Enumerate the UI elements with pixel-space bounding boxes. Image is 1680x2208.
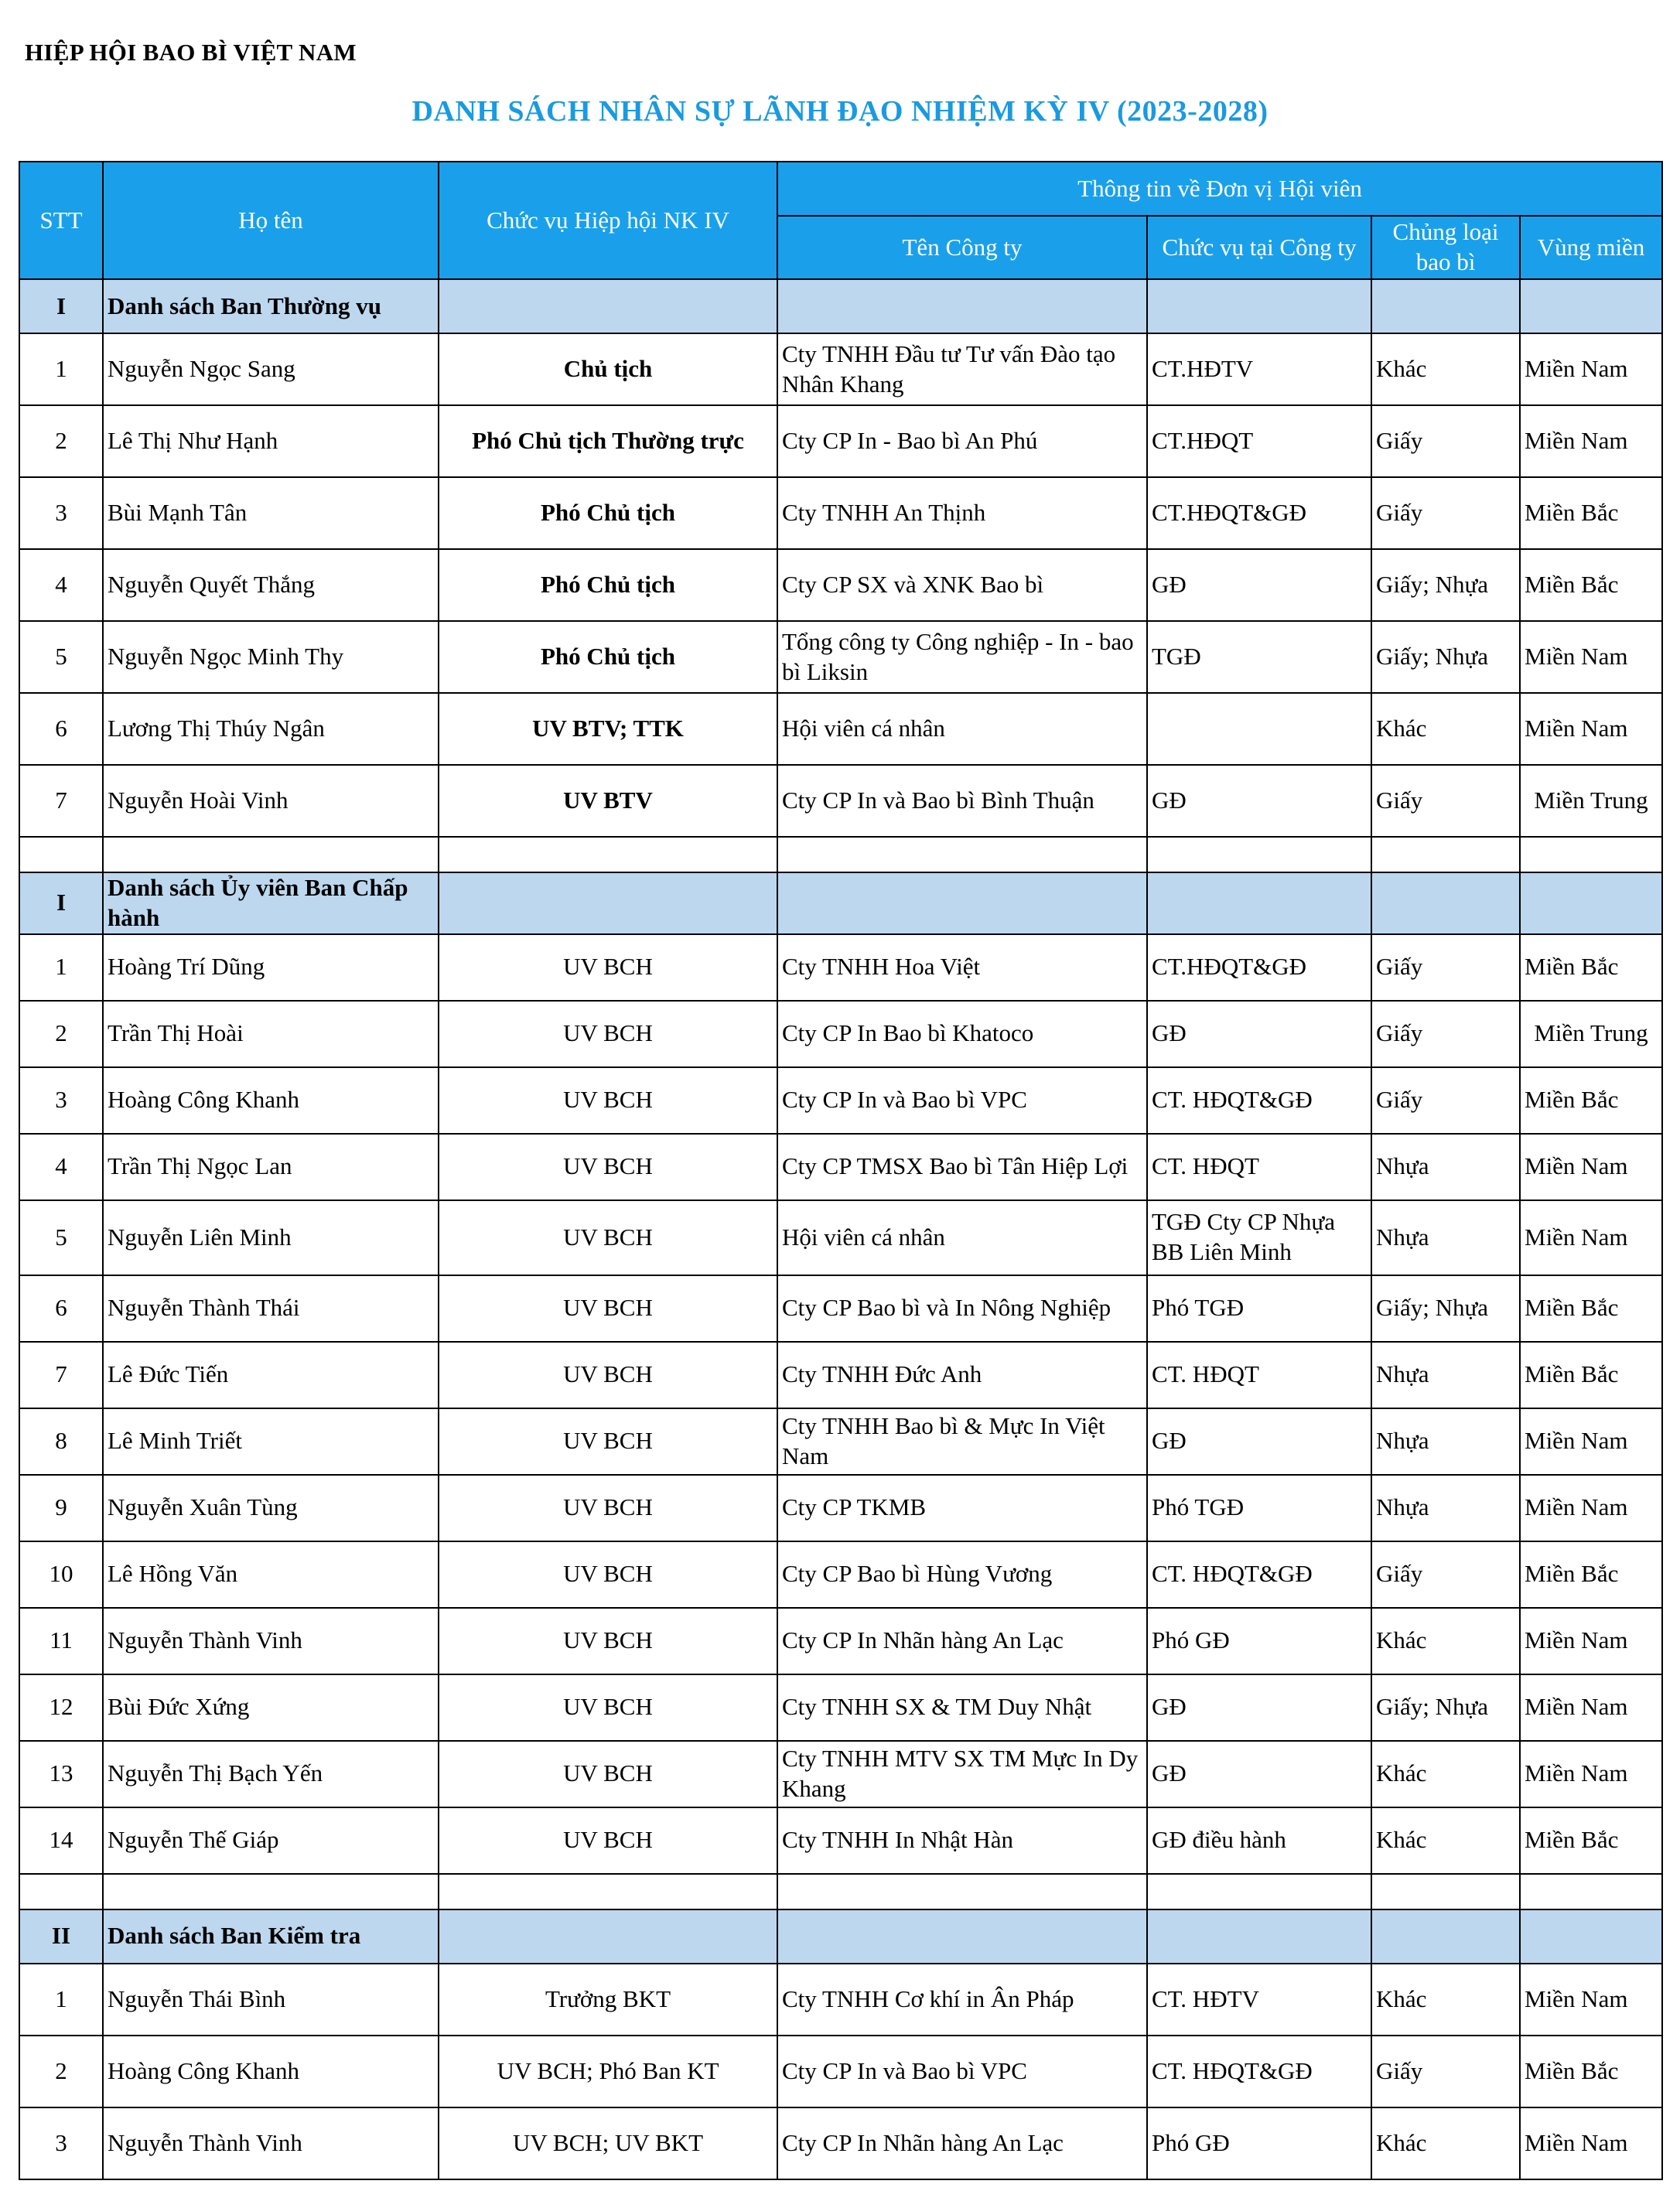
table-row xyxy=(19,621,1662,693)
spacer-cell xyxy=(19,837,103,872)
cell-stt: 2 xyxy=(19,2036,103,2107)
table-row xyxy=(19,333,1662,405)
cell-stt: 1 xyxy=(19,934,103,1001)
cell-packaging: Nhựa xyxy=(1371,1475,1520,1541)
cell-role: Phó Chủ tịch xyxy=(439,549,777,621)
cell-company: Cty CP In Nhãn hàng An Lạc xyxy=(777,2107,1147,2179)
cell-packaging: Nhựa xyxy=(1371,1408,1520,1475)
cell-region: Miền Bắc xyxy=(1520,477,1662,549)
spacer-cell xyxy=(1371,837,1520,872)
table-row xyxy=(19,1001,1662,1067)
cell-name: Lương Thị Thúy Ngân xyxy=(103,693,439,765)
cell-region: Miền Bắc xyxy=(1520,1807,1662,1874)
cell-company-role: CT. HĐTV xyxy=(1147,1964,1371,2036)
cell-company: Cty CP Bao bì và In Nông Nghiệp xyxy=(777,1275,1147,1342)
cell-name: Hoàng Công Khanh xyxy=(103,2036,439,2107)
table-row xyxy=(19,1200,1662,1275)
cell-region: Miền Bắc xyxy=(1520,934,1662,1001)
section-empty-cell xyxy=(1520,1909,1662,1964)
header-packaging: Chủng loại bao bì xyxy=(1371,216,1520,279)
cell-name: Trần Thị Hoài xyxy=(103,1001,439,1067)
cell-stt: 5 xyxy=(19,1200,103,1275)
cell-role: UV BCH xyxy=(439,1342,777,1408)
cell-packaging: Khác xyxy=(1371,693,1520,765)
cell-region: Miền Bắc xyxy=(1520,1067,1662,1134)
cell-company-role: GĐ xyxy=(1147,1741,1371,1807)
section-empty-cell xyxy=(1147,279,1371,333)
cell-company: Tổng công ty Công nghiệp - In - bao bì Liksin xyxy=(777,621,1147,693)
cell-name: Hoàng Trí Dũng xyxy=(103,934,439,1001)
cell-company: Cty CP TMSX Bao bì Tân Hiệp Lợi xyxy=(777,1134,1147,1200)
cell-region: Miền Bắc xyxy=(1520,1541,1662,1608)
section-empty-cell xyxy=(1520,872,1662,934)
cell-role: Trưởng BKT xyxy=(439,1964,777,2036)
table-row xyxy=(19,1342,1662,1408)
cell-region: Miền Bắc xyxy=(1520,1342,1662,1408)
cell-company-role: TGĐ xyxy=(1147,621,1371,693)
cell-role: UV BCH xyxy=(439,1275,777,1342)
cell-packaging: Giấy xyxy=(1371,765,1520,837)
header-member-info: Thông tin về Đơn vị Hội viên xyxy=(777,162,1662,216)
cell-role: UV BCH xyxy=(439,1541,777,1608)
spacer-cell xyxy=(439,837,777,872)
cell-packaging: Nhựa xyxy=(1371,1134,1520,1200)
cell-stt: 6 xyxy=(19,693,103,765)
cell-packaging: Giấy; Nhựa xyxy=(1371,1674,1520,1741)
cell-company: Cty CP SX và XNK Bao bì xyxy=(777,549,1147,621)
cell-stt: 3 xyxy=(19,477,103,549)
cell-region: Miền Nam xyxy=(1520,1964,1662,2036)
cell-packaging: Khác xyxy=(1371,1964,1520,2036)
table-row xyxy=(19,1475,1662,1541)
cell-company-role xyxy=(1147,693,1371,765)
cell-company: Hội viên cá nhân xyxy=(777,1200,1147,1275)
cell-company: Cty TNHH SX & TM Duy Nhật xyxy=(777,1674,1147,1741)
cell-role: UV BCH xyxy=(439,1475,777,1541)
cell-role: UV BCH; UV BKT xyxy=(439,2107,777,2179)
table-row xyxy=(19,1674,1662,1741)
cell-company-role: Phó GĐ xyxy=(1147,2107,1371,2179)
cell-region: Miền Bắc xyxy=(1520,2036,1662,2107)
section-empty-cell xyxy=(777,279,1147,333)
section-empty-cell xyxy=(439,279,777,333)
table-row xyxy=(19,765,1662,837)
cell-packaging: Giấy; Nhựa xyxy=(1371,549,1520,621)
cell-company-role: CT.HĐQT&GĐ xyxy=(1147,934,1371,1001)
cell-packaging: Giấy; Nhựa xyxy=(1371,621,1520,693)
header-role: Chức vụ Hiệp hội NK IV xyxy=(439,162,777,279)
cell-packaging: Khác xyxy=(1371,1608,1520,1674)
section-number: I xyxy=(19,279,103,333)
cell-region: Miền Nam xyxy=(1520,1475,1662,1541)
section-empty-cell xyxy=(439,1909,777,1964)
cell-region: Miền Nam xyxy=(1520,405,1662,477)
header-stt: STT xyxy=(19,162,103,279)
table-row xyxy=(19,1608,1662,1674)
cell-packaging: Nhựa xyxy=(1371,1342,1520,1408)
cell-region: Miền Nam xyxy=(1520,1134,1662,1200)
cell-stt: 4 xyxy=(19,549,103,621)
cell-company-role: Phó GĐ xyxy=(1147,1608,1371,1674)
section-empty-cell xyxy=(1147,872,1371,934)
cell-name: Nguyễn Thành Vinh xyxy=(103,2107,439,2179)
cell-name: Lê Thị Như Hạnh xyxy=(103,405,439,477)
cell-stt: 2 xyxy=(19,1001,103,1067)
cell-name: Nguyễn Ngọc Minh Thy xyxy=(103,621,439,693)
header-company: Tên Công ty xyxy=(777,216,1147,279)
cell-company-role: TGĐ Cty CP Nhựa BB Liên Minh xyxy=(1147,1200,1371,1275)
table-row xyxy=(19,2036,1662,2107)
cell-region: Miền Trung xyxy=(1520,765,1662,837)
table-row xyxy=(19,405,1662,477)
cell-region: Miền Trung xyxy=(1520,1001,1662,1067)
cell-stt: 7 xyxy=(19,765,103,837)
cell-company-role: CT. HĐQT&GĐ xyxy=(1147,2036,1371,2107)
cell-role: UV BCH xyxy=(439,934,777,1001)
cell-name: Bùi Mạnh Tân xyxy=(103,477,439,549)
cell-stt: 14 xyxy=(19,1807,103,1874)
cell-packaging: Giấy xyxy=(1371,405,1520,477)
cell-role: UV BCH xyxy=(439,1408,777,1475)
spacer-cell xyxy=(777,837,1147,872)
table-row xyxy=(19,1067,1662,1134)
table-row xyxy=(19,1807,1662,1874)
organization-name: HIỆP HỘI BAO BÌ VIỆT NAM xyxy=(25,39,357,66)
cell-company-role: CT.HĐTV xyxy=(1147,333,1371,405)
cell-role: Phó Chủ tịch xyxy=(439,477,777,549)
table-row xyxy=(19,1964,1662,2036)
table-row xyxy=(19,1741,1662,1807)
table-row xyxy=(19,477,1662,549)
cell-role: UV BCH xyxy=(439,1608,777,1674)
leadership-table xyxy=(19,161,1663,2180)
cell-region: Miền Bắc xyxy=(1520,549,1662,621)
cell-packaging: Giấy xyxy=(1371,2036,1520,2107)
cell-region: Miền Bắc xyxy=(1520,1275,1662,1342)
section-header-row xyxy=(19,872,1662,934)
cell-company: Cty TNHH MTV SX TM Mực In Dy Khang xyxy=(777,1741,1147,1807)
cell-name: Nguyễn Xuân Tùng xyxy=(103,1475,439,1541)
cell-region: Miền Nam xyxy=(1520,333,1662,405)
cell-company: Cty CP In - Bao bì An Phú xyxy=(777,405,1147,477)
cell-stt: 11 xyxy=(19,1608,103,1674)
section-title: Danh sách Ban Kiểm tra xyxy=(103,1909,439,1964)
cell-company: Hội viên cá nhân xyxy=(777,693,1147,765)
cell-company-role: GĐ điều hành xyxy=(1147,1807,1371,1874)
cell-stt: 2 xyxy=(19,405,103,477)
cell-company-role: Phó TGĐ xyxy=(1147,1475,1371,1541)
cell-company: Cty TNHH In Nhật Hàn xyxy=(777,1807,1147,1874)
cell-region: Miền Nam xyxy=(1520,621,1662,693)
spacer-cell xyxy=(19,1874,103,1909)
table-row xyxy=(19,549,1662,621)
spacer-cell xyxy=(439,1874,777,1909)
cell-name: Nguyễn Thái Bình xyxy=(103,1964,439,2036)
cell-name: Nguyễn Thế Giáp xyxy=(103,1807,439,1874)
cell-role: UV BCH xyxy=(439,1741,777,1807)
section-empty-cell xyxy=(1147,1909,1371,1964)
cell-company: Cty CP In và Bao bì VPC xyxy=(777,2036,1147,2107)
cell-company: Cty TNHH Đức Anh xyxy=(777,1342,1147,1408)
section-empty-cell xyxy=(1371,872,1520,934)
cell-stt: 7 xyxy=(19,1342,103,1408)
cell-company: Cty TNHH Đầu tư Tư vấn Đào tạo Nhân Khang xyxy=(777,333,1147,405)
spacer-cell xyxy=(1371,1874,1520,1909)
cell-company-role: GĐ xyxy=(1147,1408,1371,1475)
section-title: Danh sách Ủy viên Ban Chấp hành xyxy=(103,872,439,934)
cell-name: Trần Thị Ngọc Lan xyxy=(103,1134,439,1200)
cell-company: Cty CP Bao bì Hùng Vương xyxy=(777,1541,1147,1608)
cell-name: Lê Đức Tiến xyxy=(103,1342,439,1408)
cell-name: Nguyễn Quyết Thắng xyxy=(103,549,439,621)
cell-stt: 12 xyxy=(19,1674,103,1741)
section-empty-cell xyxy=(777,1909,1147,1964)
table-row xyxy=(19,693,1662,765)
section-header-row xyxy=(19,1909,1662,1964)
cell-company-role: GĐ xyxy=(1147,1674,1371,1741)
cell-region: Miền Nam xyxy=(1520,1608,1662,1674)
cell-company: Cty CP In Bao bì Khatoco xyxy=(777,1001,1147,1067)
cell-role: UV BCH xyxy=(439,1067,777,1134)
cell-name: Nguyễn Hoài Vinh xyxy=(103,765,439,837)
cell-company: Cty TNHH Cơ khí in Ân Pháp xyxy=(777,1964,1147,2036)
cell-stt: 13 xyxy=(19,1741,103,1807)
cell-company-role: Phó TGĐ xyxy=(1147,1275,1371,1342)
spacer-cell xyxy=(103,1874,439,1909)
table-row xyxy=(19,1408,1662,1475)
section-empty-cell xyxy=(1371,279,1520,333)
cell-company-role: GĐ xyxy=(1147,1001,1371,1067)
spacer-cell xyxy=(1147,837,1371,872)
cell-region: Miền Nam xyxy=(1520,1200,1662,1275)
table-row xyxy=(19,2107,1662,2179)
cell-role: UV BCH xyxy=(439,1674,777,1741)
cell-company: Cty CP In và Bao bì VPC xyxy=(777,1067,1147,1134)
cell-stt: 3 xyxy=(19,1067,103,1134)
cell-role: UV BCH xyxy=(439,1134,777,1200)
spacer-cell xyxy=(1147,1874,1371,1909)
cell-role: UV BCH; Phó Ban KT xyxy=(439,2036,777,2107)
spacer-cell xyxy=(1520,1874,1662,1909)
cell-stt: 6 xyxy=(19,1275,103,1342)
header-company-role: Chức vụ tại Công ty xyxy=(1147,216,1371,279)
spacer-row xyxy=(19,1874,1662,1909)
section-empty-cell xyxy=(1371,1909,1520,1964)
cell-company-role: CT. HĐQT&GĐ xyxy=(1147,1541,1371,1608)
cell-packaging: Khác xyxy=(1371,333,1520,405)
cell-name: Lê Hồng Văn xyxy=(103,1541,439,1608)
cell-packaging: Khác xyxy=(1371,1807,1520,1874)
cell-region: Miền Nam xyxy=(1520,1741,1662,1807)
cell-packaging: Nhựa xyxy=(1371,1200,1520,1275)
cell-company-role: CT.HĐQT xyxy=(1147,405,1371,477)
cell-packaging: Giấy xyxy=(1371,1067,1520,1134)
cell-name: Nguyễn Liên Minh xyxy=(103,1200,439,1275)
table-row xyxy=(19,1134,1662,1200)
cell-region: Miền Nam xyxy=(1520,1408,1662,1475)
table-row xyxy=(19,1541,1662,1608)
cell-role: UV BCH xyxy=(439,1001,777,1067)
cell-stt: 1 xyxy=(19,333,103,405)
cell-stt: 3 xyxy=(19,2107,103,2179)
cell-region: Miền Nam xyxy=(1520,693,1662,765)
cell-packaging: Giấy xyxy=(1371,477,1520,549)
cell-company: Cty TNHH An Thịnh xyxy=(777,477,1147,549)
cell-region: Miền Nam xyxy=(1520,1674,1662,1741)
cell-stt: 8 xyxy=(19,1408,103,1475)
cell-company-role: CT. HĐQT&GĐ xyxy=(1147,1067,1371,1134)
cell-role: UV BTV; TTK xyxy=(439,693,777,765)
cell-company-role: GĐ xyxy=(1147,765,1371,837)
cell-packaging: Giấy xyxy=(1371,934,1520,1001)
document-title: DANH SÁCH NHÂN SỰ LÃNH ĐẠO NHIỆM KỲ IV (2023-2028) xyxy=(411,95,1269,128)
cell-company: Cty CP In Nhãn hàng An Lạc xyxy=(777,1608,1147,1674)
cell-company-role: CT. HĐQT xyxy=(1147,1342,1371,1408)
cell-company: Cty CP In và Bao bì Bình Thuận xyxy=(777,765,1147,837)
cell-name: Nguyễn Thành Vinh xyxy=(103,1608,439,1674)
section-empty-cell xyxy=(777,872,1147,934)
header-name: Họ tên xyxy=(103,162,439,279)
spacer-cell xyxy=(777,1874,1147,1909)
cell-name: Nguyễn Thành Thái xyxy=(103,1275,439,1342)
cell-stt: 10 xyxy=(19,1541,103,1608)
cell-role: UV BCH xyxy=(439,1200,777,1275)
cell-packaging: Khác xyxy=(1371,2107,1520,2179)
cell-name: Lê Minh Triết xyxy=(103,1408,439,1475)
cell-role: UV BTV xyxy=(439,765,777,837)
cell-stt: 1 xyxy=(19,1964,103,2036)
cell-role: Phó Chủ tịch Thường trực xyxy=(439,405,777,477)
table-row xyxy=(19,934,1662,1001)
cell-stt: 5 xyxy=(19,621,103,693)
cell-name: Hoàng Công Khanh xyxy=(103,1067,439,1134)
cell-packaging: Giấy xyxy=(1371,1541,1520,1608)
section-empty-cell xyxy=(439,872,777,934)
table-row xyxy=(19,1275,1662,1342)
cell-packaging: Giấy xyxy=(1371,1001,1520,1067)
section-title: Danh sách Ban Thường vụ xyxy=(103,279,439,333)
cell-company-role: GĐ xyxy=(1147,549,1371,621)
cell-packaging: Khác xyxy=(1371,1741,1520,1807)
cell-role: Phó Chủ tịch xyxy=(439,621,777,693)
section-number: II xyxy=(19,1909,103,1964)
section-empty-cell xyxy=(1520,279,1662,333)
cell-company: Cty TNHH Bao bì & Mực In Việt Nam xyxy=(777,1408,1147,1475)
cell-company-role: CT.HĐQT&GĐ xyxy=(1147,477,1371,549)
cell-company: Cty TNHH Hoa Việt xyxy=(777,934,1147,1001)
cell-role: Chủ tịch xyxy=(439,333,777,405)
cell-stt: 4 xyxy=(19,1134,103,1200)
header-region: Vùng miền xyxy=(1520,216,1662,279)
table-body xyxy=(19,279,1662,2179)
cell-name: Nguyễn Thị Bạch Yến xyxy=(103,1741,439,1807)
cell-company-role: CT. HĐQT xyxy=(1147,1134,1371,1200)
section-number: I xyxy=(19,872,103,934)
cell-name: Bùi Đức Xứng xyxy=(103,1674,439,1741)
spacer-cell xyxy=(1520,837,1662,872)
cell-role: UV BCH xyxy=(439,1807,777,1874)
section-header-row xyxy=(19,279,1662,333)
cell-company: Cty CP TKMB xyxy=(777,1475,1147,1541)
cell-packaging: Giấy; Nhựa xyxy=(1371,1275,1520,1342)
spacer-row xyxy=(19,837,1662,872)
cell-name: Nguyễn Ngọc Sang xyxy=(103,333,439,405)
spacer-cell xyxy=(103,837,439,872)
cell-region: Miền Nam xyxy=(1520,2107,1662,2179)
cell-stt: 9 xyxy=(19,1475,103,1541)
